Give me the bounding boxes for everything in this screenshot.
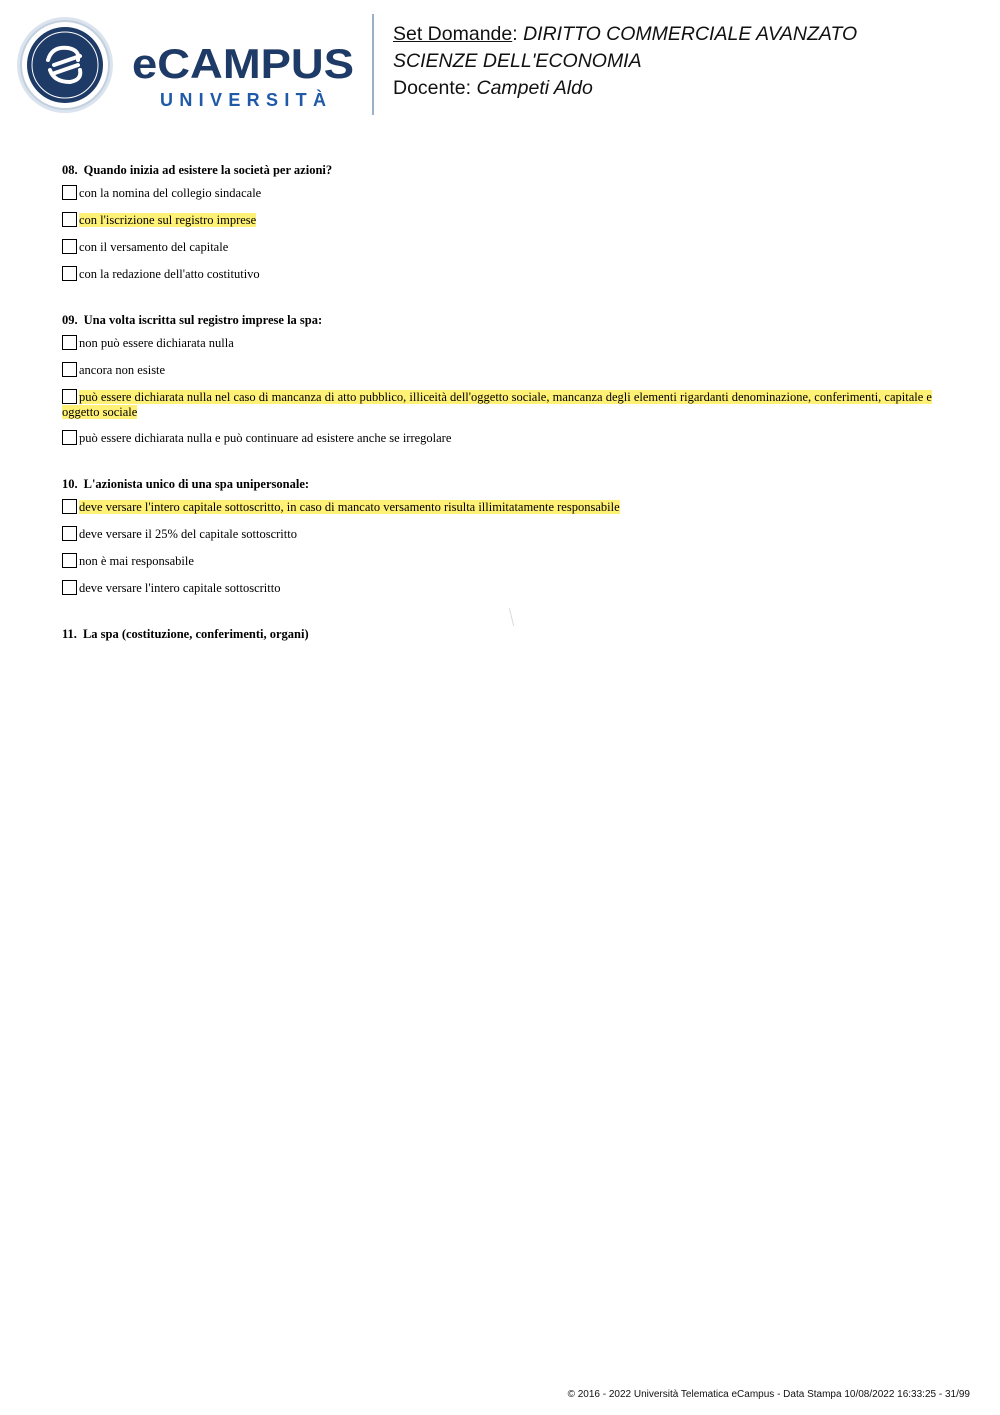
answer-checkbox[interactable]: [62, 362, 77, 377]
answer-text: può essere dichiarata nulla e può continuare ad esistere anche se irregolare: [79, 431, 452, 445]
answer-option: [62, 430, 942, 447]
answer-text: ancora non esiste: [79, 363, 166, 377]
course-title: DIRITTO COMMERCIALE AVANZATO: [523, 23, 858, 45]
question-text: Una volta iscritta sul registro imprese la spa:: [83, 313, 323, 327]
answer-text-highlighted: con l'iscrizione sul registro imprese: [79, 213, 257, 227]
answer-option-correct: [62, 212, 942, 229]
set-label: Set Domande: [393, 23, 513, 45]
faculty-name: SCIENZE DELL'ECONOMIA: [393, 50, 642, 72]
answer-checkbox[interactable]: [62, 266, 77, 281]
answer-option-correct: [62, 389, 942, 420]
teacher-line: [393, 75, 857, 102]
question-09: [62, 310, 942, 447]
answer-option: [62, 553, 942, 570]
answer-option: [62, 362, 942, 379]
question-title: [62, 160, 942, 180]
question-number: 09.: [62, 313, 78, 327]
answer-checkbox[interactable]: [62, 335, 77, 350]
answer-option: [62, 266, 942, 283]
question-text: Quando inizia ad esistere la società per azioni?: [83, 163, 333, 177]
question-title: [62, 624, 942, 644]
ecampus-seal-logo: [14, 16, 116, 114]
answer-text: deve versare il 25% del capitale sottoscritto: [79, 527, 297, 541]
question-list: [62, 160, 942, 671]
answer-checkbox[interactable]: [62, 580, 77, 595]
answer-text: con il versamento del capitale: [79, 240, 229, 254]
question-11: [62, 624, 942, 644]
logo-brand: eCAMPUS: [132, 40, 354, 87]
question-08: [62, 160, 942, 283]
answer-checkbox[interactable]: [62, 430, 77, 445]
question-title: [62, 474, 942, 494]
question-10: [62, 474, 942, 597]
answer-option: [62, 335, 942, 352]
answer-checkbox[interactable]: [62, 212, 77, 227]
answer-text: non è mai responsabile: [79, 554, 194, 568]
question-text: La spa (costituzione, conferimenti, organi): [82, 627, 309, 641]
answer-checkbox[interactable]: [62, 239, 77, 254]
question-number: 10.: [62, 477, 78, 491]
header-info: [393, 21, 857, 102]
teacher-name: Campeti Aldo: [476, 77, 593, 99]
answer-checkbox[interactable]: [62, 185, 77, 200]
answer-text: deve versare l'intero capitale sottoscritto: [79, 581, 281, 595]
answer-option-correct: [62, 499, 942, 516]
ecampus-wordmark: [132, 40, 358, 112]
answer-text: con la nomina del collegio sindacale: [79, 186, 262, 200]
answer-text: con la redazione dell'atto costitutivo: [79, 267, 260, 281]
answer-option: [62, 239, 942, 256]
answer-text-highlighted: deve versare l'intero capitale sottoscritto, in caso di mancato versamento risulta illimitatamente responsabile: [79, 500, 620, 514]
header-divider: [372, 14, 374, 115]
answer-option: [62, 185, 942, 202]
answer-option: [62, 580, 942, 597]
question-text: L'azionista unico di una spa unipersonale:: [83, 477, 310, 491]
teacher-label: Docente:: [393, 77, 472, 99]
answer-text-highlighted: può essere dichiarata nulla nel caso di mancanza di atto pubblico, illiceità dell'oggetto sociale, mancanza degli elementi rigardanti denominazione, conferimenti, capitale e oggetto sociale: [62, 390, 932, 419]
answer-checkbox[interactable]: [62, 553, 77, 568]
question-number: 08.: [62, 163, 78, 177]
page-header: [0, 0, 1000, 130]
answer-checkbox[interactable]: [62, 499, 77, 514]
course-line: [393, 21, 857, 48]
answer-option: [62, 526, 942, 543]
page-footer: © 2016 - 2022 Università Telematica eCampus - Data Stampa 10/08/2022 16:33:25 - 31/99: [567, 1389, 970, 1400]
answer-checkbox[interactable]: [62, 389, 77, 404]
answer-text: non può essere dichiarata nulla: [79, 336, 234, 350]
question-number: 11.: [62, 627, 77, 641]
logo-sub: UNIVERSITÀ: [160, 90, 326, 110]
set-separator: :: [512, 23, 518, 45]
answer-checkbox[interactable]: [62, 526, 77, 541]
question-title: [62, 310, 942, 330]
